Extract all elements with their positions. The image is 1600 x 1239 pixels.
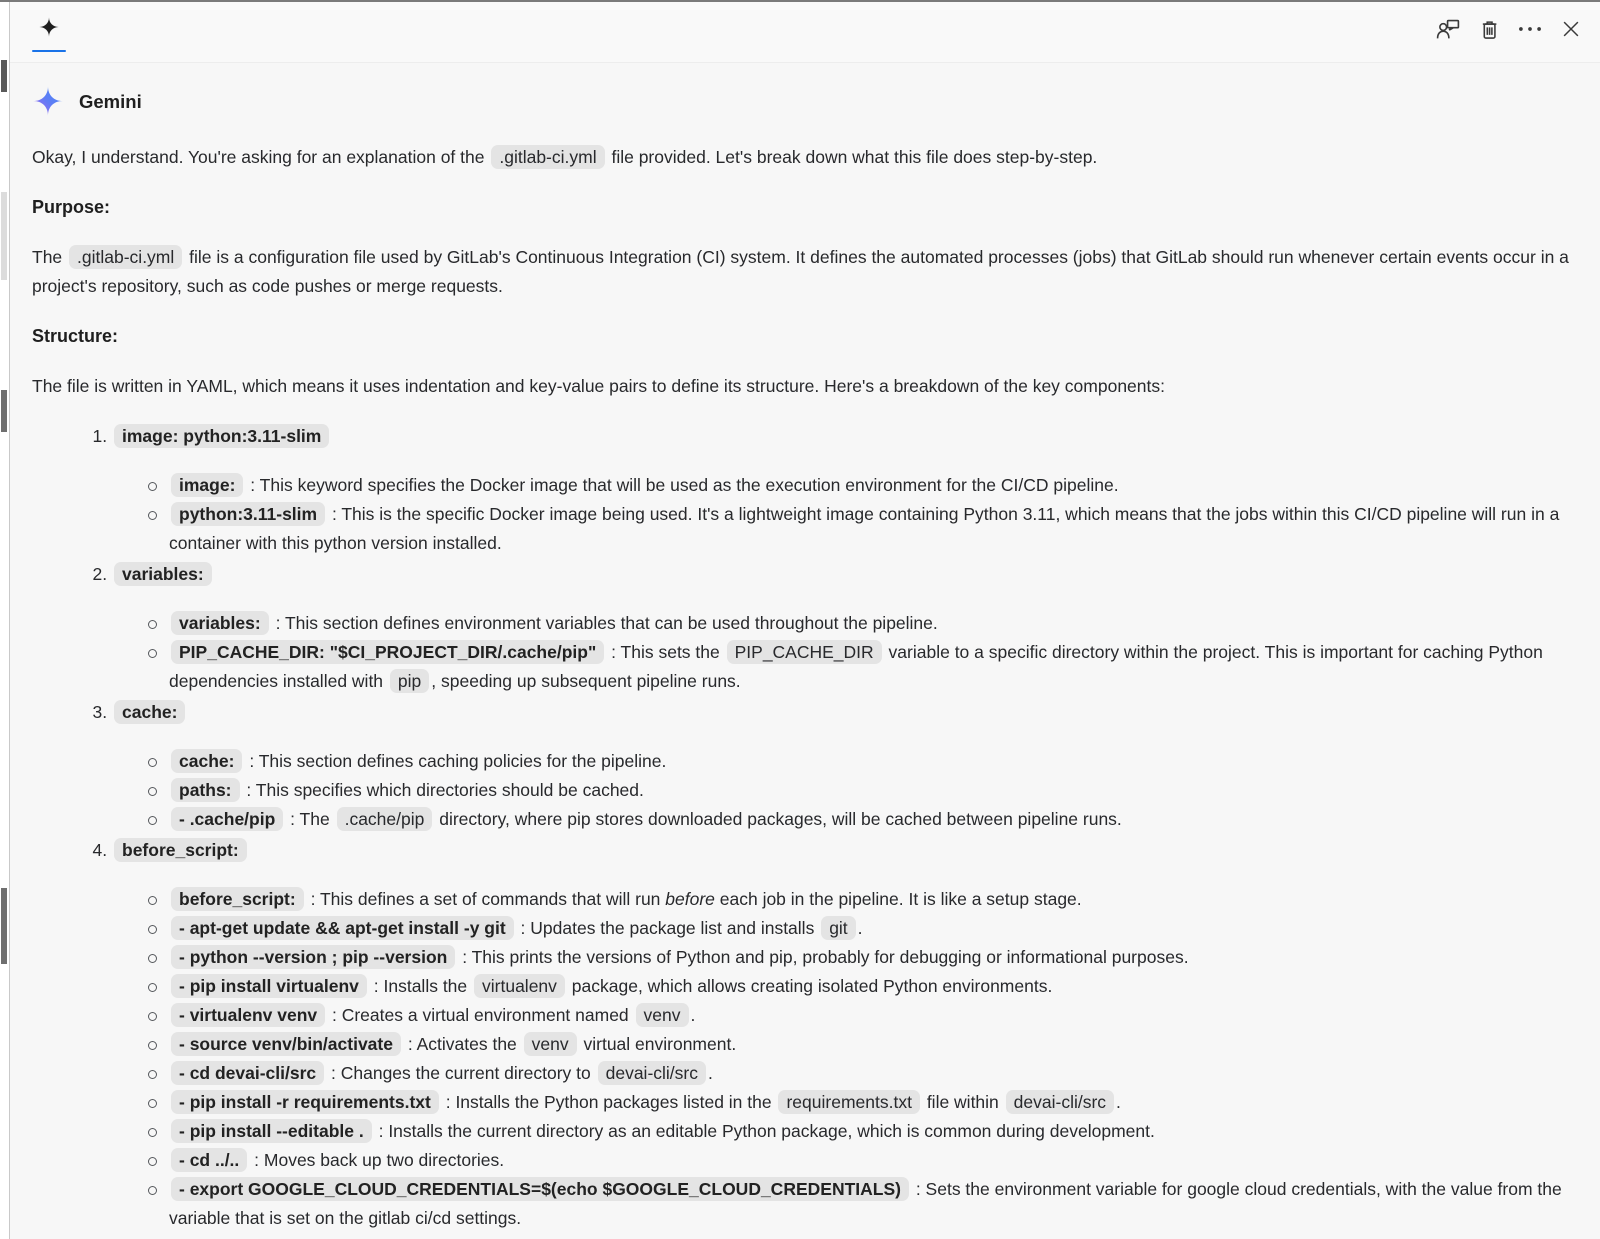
delete-button[interactable]	[1474, 14, 1504, 44]
text-segment: Okay, I understand. You're asking for an explanation of the	[32, 147, 490, 167]
text-segment: : Updates the package list and installs	[515, 918, 820, 938]
inline-code-chip: - cd devai-cli/src	[171, 1061, 324, 1085]
inline-code-chip: cache:	[171, 749, 242, 773]
text-segment: file within	[921, 1092, 1004, 1112]
bullet-list	[112, 885, 1572, 1233]
text-segment: each job in the pipeline. It is like a setup stage.	[714, 889, 1082, 909]
bullet-item	[112, 776, 1572, 805]
bullet-item	[112, 1088, 1572, 1117]
bullet-item	[112, 943, 1572, 972]
italic-text: before	[665, 889, 715, 909]
inline-code-chip: .gitlab-ci.yml	[69, 245, 182, 269]
gemini-star-icon	[32, 85, 64, 117]
inline-code-chip: virtualenv	[474, 974, 565, 998]
text-segment: : This section defines environment variables that can be used throughout the pipeline.	[270, 613, 938, 633]
bullet-item	[112, 1001, 1572, 1030]
paragraph	[32, 372, 1572, 401]
inline-code-chip: - python --version ; pip --version	[171, 945, 455, 969]
list-item	[112, 422, 1572, 558]
inline-code-chip: - pip install -r requirements.txt	[171, 1090, 439, 1114]
list-item	[112, 836, 1572, 1233]
paragraph	[32, 143, 1572, 172]
text-segment: package, which allows creating isolated Python environments.	[566, 976, 1053, 996]
text-segment: : Installs the Python packages listed in the	[440, 1092, 777, 1112]
list-item	[112, 698, 1572, 834]
text-segment: file provided. Let's break down what this file does step-by-step.	[606, 147, 1098, 167]
text-segment: The file is written in YAML, which means it uses indentation and key-value pairs to define its structure. Here's a breakdown of the key components:	[32, 376, 1165, 396]
gutter-mark	[1, 60, 7, 92]
panel-topbar	[10, 2, 1600, 63]
inline-code-chip: - cd ../..	[171, 1148, 247, 1172]
assistant-name: Gemini	[79, 90, 142, 112]
close-button[interactable]	[1556, 14, 1586, 44]
inline-code-chip: git	[821, 916, 855, 940]
list-item-title	[112, 422, 1572, 451]
inline-code-chip: cache:	[114, 700, 185, 724]
text-segment: .	[857, 918, 863, 938]
gemini-chat-panel	[10, 2, 1600, 1239]
text-segment: : Creates a virtual environment named	[327, 1005, 634, 1025]
text-segment: variable to a specific directory within the project. This is important for caching Python dependencies installed with	[169, 642, 1543, 691]
bullet-item	[112, 471, 1572, 500]
chat-content	[10, 83, 1600, 1233]
text-segment: : Changes the current directory to	[326, 1063, 596, 1083]
list-item-title	[112, 560, 1572, 589]
inline-code-chip: image: python:3.11-slim	[114, 424, 329, 448]
message-body	[32, 143, 1572, 1233]
inline-code-chip: - source venv/bin/activate	[171, 1032, 401, 1056]
paragraph	[32, 243, 1572, 301]
bullet-item	[112, 747, 1572, 776]
ordered-list	[32, 422, 1572, 1233]
inline-code-chip: - export GOOGLE_CLOUD_CREDENTIALS=$(echo $GOOGLE_CLOUD_CREDENTIALS)	[171, 1177, 909, 1201]
text-segment: , speeding up subsequent pipeline runs.	[431, 671, 741, 691]
gutter-mark	[1, 888, 7, 964]
bullet-item	[112, 1117, 1572, 1146]
inline-code-chip: python:3.11-slim	[171, 502, 325, 526]
close-icon	[1560, 18, 1582, 40]
inline-code-chip: - .cache/pip	[171, 807, 283, 831]
person-feedback-icon	[1435, 16, 1461, 42]
inline-code-chip: .gitlab-ci.yml	[491, 145, 604, 169]
bullet-item	[112, 1030, 1572, 1059]
section-heading: Structure:	[32, 326, 119, 346]
inline-code-chip: PIP_CACHE_DIR: "$CI_PROJECT_DIR/.cache/pip"	[171, 640, 604, 664]
inline-code-chip: paths:	[171, 778, 240, 802]
inline-code-chip: pip	[390, 669, 429, 693]
inline-code-chip: PIP_CACHE_DIR	[727, 640, 882, 664]
inline-code-chip: - pip install --editable .	[171, 1119, 372, 1143]
assistant-header	[32, 83, 1572, 119]
text-segment: : This keyword specifies the Docker image that will be used as the execution environment for the CI/CD pipeline.	[245, 475, 1119, 495]
list-item-title	[112, 836, 1572, 865]
gutter-mark	[1, 390, 7, 432]
bullet-list	[112, 747, 1572, 834]
bullet-item	[112, 972, 1572, 1001]
text-segment: : Installs the current directory as an editable Python package, which is common during development.	[373, 1121, 1155, 1141]
inline-code-chip: devai-cli/src	[598, 1061, 706, 1085]
text-segment: : This is the specific Docker image being used. It's a lightweight image containing Python 3.11, which means that the jobs within this CI/CD pipeline will run in a container with this python version installed.	[169, 504, 1560, 553]
bullet-item	[112, 638, 1572, 696]
trash-icon	[1477, 17, 1502, 42]
feedback-button[interactable]	[1433, 14, 1463, 44]
text-segment: : Installs the	[368, 976, 473, 996]
bullet-item	[112, 500, 1572, 558]
inline-code-chip: requirements.txt	[778, 1090, 919, 1114]
bullet-item	[112, 805, 1572, 834]
inline-code-chip: before_script:	[171, 887, 304, 911]
inline-code-chip: - virtualenv venv	[171, 1003, 325, 1027]
bullet-list	[112, 471, 1572, 558]
text-segment: file is a configuration file used by GitLab's Continuous Integration (CI) system. It defines the automated processes (jobs) that GitLab should run whenever certain events occur in a project's repository, such as code pushes or merge requests.	[32, 247, 1569, 296]
text-segment: .	[690, 1005, 696, 1025]
text-segment: virtual environment.	[578, 1034, 737, 1054]
inline-code-chip: devai-cli/src	[1006, 1090, 1114, 1114]
text-segment: : Activates the	[402, 1034, 522, 1054]
inline-code-chip: variables:	[171, 611, 269, 635]
tab-gemini-chat[interactable]	[30, 10, 68, 56]
list-item-title	[112, 698, 1572, 727]
inline-code-chip: venv	[524, 1032, 577, 1056]
inline-code-chip: venv	[636, 1003, 689, 1027]
text-segment: : This defines a set of commands that will run	[305, 889, 666, 909]
text-segment: : This section defines caching policies for the pipeline.	[244, 751, 667, 771]
bullet-item	[112, 609, 1572, 638]
text-segment: : The	[285, 809, 335, 829]
inline-code-chip: image:	[171, 473, 243, 497]
inline-code-chip: variables:	[114, 562, 212, 586]
bullet-item	[112, 914, 1572, 943]
inline-code-chip: - apt-get update && apt-get install -y git	[171, 916, 514, 940]
active-tab-indicator	[32, 50, 66, 53]
text-segment: : This specifies which directories should be cached.	[241, 780, 644, 800]
inline-code-chip: - pip install virtualenv	[171, 974, 367, 998]
list-item	[112, 560, 1572, 696]
inline-code-chip: before_script:	[114, 838, 247, 862]
inline-code-chip: .cache/pip	[337, 807, 433, 831]
ellipsis-icon	[1517, 16, 1543, 42]
text-segment: The	[32, 247, 68, 267]
bullet-list	[112, 609, 1572, 696]
bullet-item	[112, 1146, 1572, 1175]
text-segment: : Moves back up two directories.	[249, 1150, 505, 1170]
bullet-item	[112, 1059, 1572, 1088]
bullet-item	[112, 1175, 1572, 1233]
more-options-button[interactable]	[1515, 14, 1545, 44]
text-segment: .	[1116, 1092, 1121, 1112]
text-segment: : Sets the environment variable for google cloud credentials, with the value from the variable that is set on the gitlab ci/cd settings.	[169, 1179, 1562, 1228]
topbar-actions	[1422, 14, 1586, 44]
gutter-mark	[1, 192, 7, 280]
adjacent-pane-edge	[0, 2, 10, 1239]
text-segment: directory, where pip stores downloaded packages, will be cached between pipeline runs.	[434, 809, 1122, 829]
bullet-item	[112, 885, 1572, 914]
text-segment: .	[708, 1063, 713, 1083]
text-segment: : This prints the versions of Python and pip, probably for debugging or informational purposes.	[457, 947, 1189, 967]
text-segment: : This sets the	[606, 642, 725, 662]
section-heading: Purpose:	[32, 197, 111, 217]
